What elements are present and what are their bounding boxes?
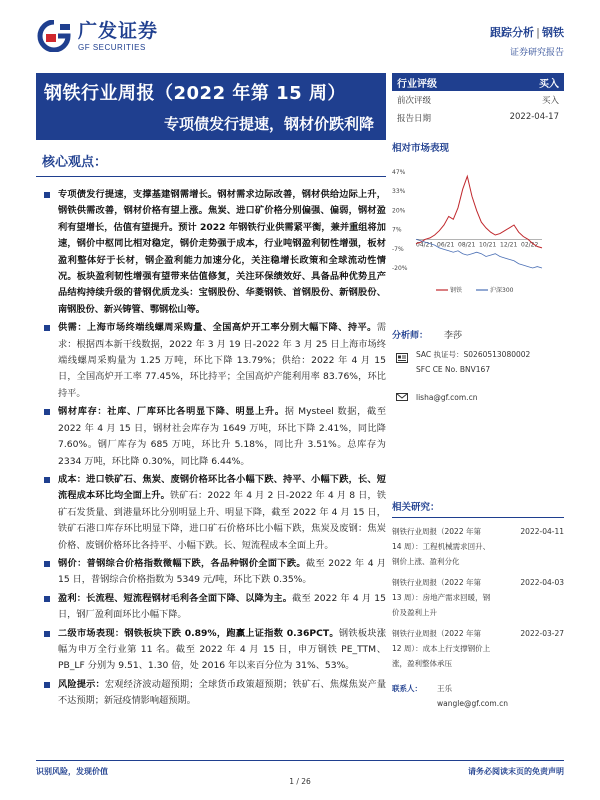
- rating-header: [392, 73, 564, 91]
- report-date-label: 报告日期: [397, 114, 432, 124]
- research-title-line: 钢铁行业周报（2022 年第: [392, 578, 481, 587]
- report-title: 钢铁行业周报（2022 年第 15 周）: [44, 83, 346, 104]
- y-tick-label: -20%: [392, 265, 408, 272]
- item-heading: 盈利：长流程、短流程钢材毛利各全面下降、以降为主。: [58, 592, 293, 604]
- research-title-line: 14 周）：工程机械需求回升、: [392, 542, 491, 551]
- y-tick-label: 47%: [392, 169, 406, 176]
- x-tick-label: 06/21: [437, 241, 455, 249]
- item-heading: 风险提示：: [58, 678, 105, 690]
- item-text: 据 Mysteel 数据，截至 2022 年 4 月 15 日，钢材社会库存为 1649 万吨，环比下降 2.41%，同比降 7.60%。钢厂库存为 685 万吨，环比升 5.18%，同比升 3.51%。总库存为 2334 万吨，环比降 0.30%，同比降 6.44%。: [58, 406, 387, 467]
- list-item: [36, 187, 386, 318]
- research-date: 2022-04-11: [520, 527, 564, 536]
- research-title-line: 13 周）：房地产需求回暖，钢: [392, 593, 491, 602]
- research-title-line: 12 周）：成本上行支撑钢价上: [392, 644, 491, 653]
- logo-chinese: 广发证券: [78, 19, 159, 42]
- list-item: [36, 320, 386, 402]
- item-heading: 钢材库存：社库、厂库环比各明显下降、明显上升。: [58, 406, 285, 418]
- previous-rating-value: 买入: [541, 96, 559, 106]
- item-text: 铁矿石：2022 年 4 月 2 日-2022 年 4 月 8 日，铁矿石发货量、到港量环比分别明显上升、明显下降，截至 2022 年 4 月 15 日，铁矿石港口库存环比明显下降，进口矿石价格环比小幅下跌，焦炭及废钢：焦炭价格、废钢价格环比各持平、小幅下跌。长、短流程成本全面上升。: [58, 490, 387, 551]
- logo-english: GF SECURITIES: [78, 42, 146, 52]
- analyst-block: [392, 328, 564, 403]
- item-heading: 二级市场表现：钢铁板块下跌 0.89%，跑赢上证指数 0.36PCT。: [58, 627, 339, 639]
- item-text: 需求：根据西本新干线数据，2022 年 3 月 19 日-2022 年 3 月 25 日上海市场终端线螺周采购量为 1.25 万吨，环比下降 13.79%；供给：2022 年 4 月 15 日，全国高炉开工率 77.45%，环比持平；全国高炉产能利用率 83.76%，环比持平。: [58, 322, 386, 399]
- item-heading: 成本：进口铁矿石、焦炭、废钢价格环比各小幅下跌、持平、小幅下跌，长、短流程成本环比均全面上升。: [58, 473, 386, 502]
- x-tick-label: 12/21: [500, 241, 518, 249]
- x-tick-label: 08/21: [458, 241, 476, 249]
- title-banner: [36, 73, 386, 140]
- brand-logo: [36, 20, 158, 52]
- research-item[interactable]: [392, 626, 564, 671]
- core-views-list: [36, 187, 386, 710]
- research-title-line: 钢铁行业周报（2022 年第: [392, 527, 481, 536]
- bullet-icon: [44, 682, 50, 688]
- research-date: 2022-03-27: [520, 629, 564, 638]
- analyst-name: 李莎: [444, 331, 463, 341]
- id-card-icon: [396, 349, 408, 361]
- related-research-title: 相关研究：: [392, 502, 440, 513]
- page-footer: [36, 760, 564, 777]
- bullet-icon: [44, 409, 50, 415]
- mail-icon: [396, 391, 408, 403]
- y-tick-label: -7%: [392, 245, 404, 253]
- report-date-row: [392, 109, 564, 127]
- y-tick-label: 33%: [392, 188, 406, 196]
- research-title-line: 钢铁行业周报（2022 年第: [392, 629, 481, 638]
- sidebar: [392, 140, 564, 711]
- analyst-email[interactable]: lisha@gf.com.cn: [416, 392, 478, 402]
- market-performance-title: 相对市场表现: [392, 143, 450, 154]
- y-tick-label: 20%: [392, 207, 406, 215]
- bullet-icon: [44, 561, 50, 567]
- footer-divider: [36, 760, 564, 761]
- list-item: [36, 556, 386, 589]
- item-text: 宏观经济波动超预期；全球货币政策超预期；铁矿石、焦煤焦炭产量不达预期；新冠疫情影响超预期。: [58, 678, 387, 707]
- item-text: 截至 2022 年 4 月 15 日，钢厂盈利面环比小幅下降。: [58, 592, 386, 621]
- previous-rating-row: [392, 91, 564, 109]
- item-heading: 钢价：普钢综合价格指数微幅下跌，各品种钢价全面下跌。: [58, 557, 306, 569]
- item-heading: 专项债发行提速，支撑基建钢需增长。钢材需求边际改善，钢材供给边际上升，钢铁供需改善，钢材价格有望上涨。焦炭、进口矿价格分别偏强、偏弱，钢材盈利有望增长，估值有望提升。预计 2022 年钢铁行业供需紧平衡，兼并重组将加速，钢价中枢同比相对稳定，钢价走势强于成本，行业吨钢盈利韧性增强，板材盈利整体好于长材，钢企盈利能力加速分化，关注稳增长政策和全球流动性情况。板块盈利韧性增强有望带来估值修复，关注环保绩效好、具备品种优势且产品结构持续升级的普钢优质龙头：宝钢股份、华菱钢铁、首钢股份、新钢股份、南钢股份、新兴铸管、鄂钢松山等。: [58, 189, 386, 315]
- legend-label-index: 沪深300: [490, 287, 514, 294]
- contact-label: 联系人：: [392, 684, 422, 693]
- rating-value: 买入: [539, 78, 559, 90]
- research-date: 2022-04-03: [520, 578, 564, 587]
- research-title-line: 价及盈利上升: [392, 608, 437, 617]
- x-tick-label: 04/21: [416, 241, 434, 249]
- research-title-line: 涨，盈利整体承压: [392, 659, 452, 668]
- gf-logo-icon: [36, 20, 72, 52]
- item-text: 钢铁板块涨幅为申万全行业第 11 名。截至 2022 年 4 月 15 日，申万钢铁 PE_TTM、PB_LF 分别为 9.51、1.30 倍，处 2016 年以来百分位为 31%、53%。: [58, 627, 387, 672]
- y-tick-label: 7%: [392, 226, 402, 234]
- contact-block: [392, 681, 564, 711]
- bullet-icon: [44, 192, 50, 198]
- contact-name: 王乐: [437, 684, 452, 693]
- contact-email[interactable]: wangle@gf.com.cn: [437, 699, 508, 708]
- core-views-divider: [36, 176, 386, 177]
- core-views-section: [36, 145, 386, 712]
- bullet-icon: [44, 325, 50, 331]
- category-industry: 钢铁: [542, 26, 564, 39]
- bullet-icon: [44, 477, 50, 483]
- report-date-value: 2022-04-17: [509, 112, 559, 122]
- list-item: [36, 677, 386, 710]
- legend-label-steel: 钢铁: [450, 287, 463, 294]
- analyst-label: 分析师：: [392, 331, 429, 341]
- category-analysis: 跟踪分析: [489, 26, 534, 39]
- previous-rating-label: 前次评级: [397, 96, 432, 106]
- category-separator: |: [535, 26, 540, 39]
- bullet-icon: [44, 596, 50, 602]
- research-title-line: 钢价上涨、盈利分化: [392, 557, 460, 566]
- footer-disclaimer: 请务必阅读末页的免责声明: [468, 767, 564, 776]
- core-views-title: 核心观点：: [42, 155, 108, 170]
- footer-slogan: 识别风险，发现价值: [36, 767, 108, 776]
- industry-rating-box: [392, 73, 564, 127]
- report-subtitle: 专项债发行提速，钢材价跌利降: [163, 115, 374, 133]
- research-item[interactable]: [392, 524, 564, 569]
- bullet-icon: [44, 631, 50, 637]
- list-item: [36, 472, 386, 554]
- page-number: 1 / 26: [289, 777, 311, 786]
- item-heading: 供需：上海市场终端线螺周采购量、全国高炉开工率分别大幅下降、持平。: [58, 322, 377, 334]
- x-tick-label: 10/21: [479, 241, 497, 249]
- page-header: [0, 0, 600, 70]
- chart-svg: [392, 164, 564, 304]
- related-research-section: [392, 499, 564, 711]
- report-category: [490, 24, 564, 40]
- sfc-number: SFC CE No. BNV167: [416, 365, 491, 374]
- research-divider: [392, 517, 564, 518]
- list-item: [36, 591, 386, 624]
- list-item: [36, 626, 386, 675]
- report-type: 证券研究报告: [509, 48, 564, 58]
- sac-number: SAC 执证号：S0260513080002: [416, 350, 531, 359]
- item-text: 截至 2022 年 4 月 15 日，普钢综合价格指数为 5349 元/吨，环比下跌 0.35%。: [58, 557, 386, 586]
- rating-label: 行业评级: [397, 78, 437, 90]
- x-tick-label: 02/22: [521, 241, 539, 249]
- series-line-steel: [416, 176, 542, 248]
- relative-performance-chart: [392, 164, 564, 304]
- research-item[interactable]: [392, 575, 564, 620]
- list-item: [36, 404, 386, 470]
